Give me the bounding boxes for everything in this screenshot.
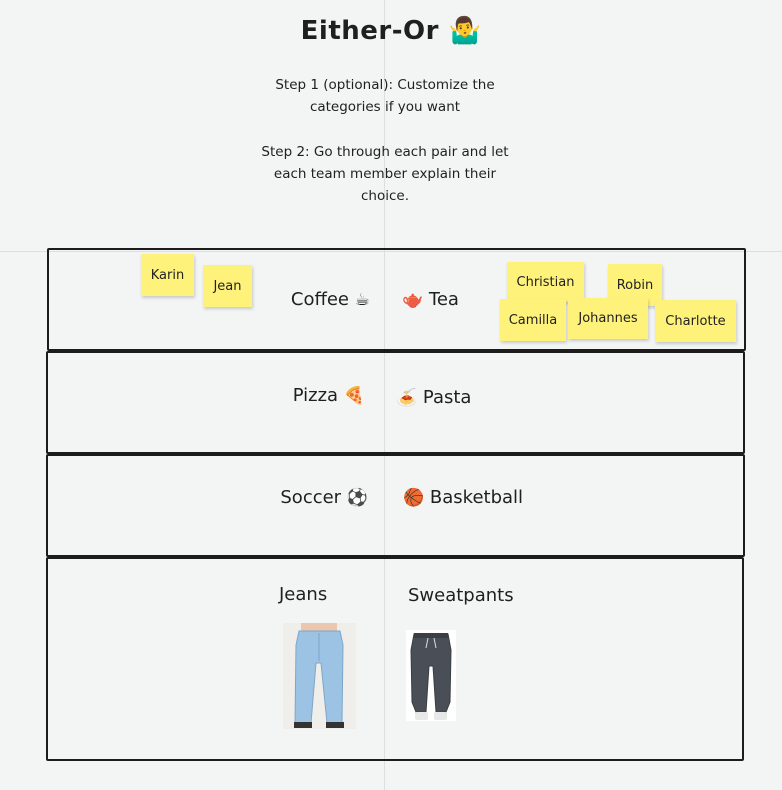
option-pasta[interactable] [396, 387, 471, 408]
sticky-note[interactable]: Robin [608, 264, 662, 306]
option-label: Coffee [290, 289, 350, 310]
option-label: Tea [428, 289, 459, 310]
sticky-note[interactable]: Johannes [568, 298, 648, 339]
board-title: Either-Or 🤷‍♂️ [300, 16, 482, 46]
pair-row-jeans-sweatpants[interactable] [46, 557, 744, 761]
soccer-ball-icon: ⚽ [346, 488, 368, 508]
pasta-icon: 🍝 [396, 388, 418, 408]
sweatpants-image[interactable] [406, 630, 456, 721]
sticky-note[interactable]: Jean [203, 265, 252, 307]
option-label: Basketball [429, 487, 524, 508]
basketball-icon: 🏀 [403, 488, 425, 508]
option-basketball[interactable] [403, 487, 523, 508]
option-jeans[interactable] [279, 584, 327, 605]
option-pizza[interactable] [230, 385, 365, 406]
sweatpants-illustration [406, 630, 456, 721]
sticky-note[interactable]: Christian [507, 262, 584, 302]
option-soccer[interactable] [230, 487, 368, 508]
sticky-note[interactable]: Charlotte [655, 300, 736, 342]
pair-row-soccer-basketball[interactable] [46, 454, 745, 557]
option-label: Pasta [422, 387, 472, 408]
option-label: Pizza [292, 385, 339, 406]
option-tea[interactable] [402, 289, 459, 310]
teapot-icon: 🫖 [402, 290, 424, 310]
coffee-icon: ☕ [354, 290, 370, 310]
instruction-step-2: Step 2: Go through each pair and let each team member explain their choice. [261, 144, 509, 204]
option-label: Sweatpants [408, 585, 514, 606]
instructions [250, 74, 520, 230]
jeans-illustration [283, 623, 356, 729]
option-label: Jeans [279, 584, 328, 605]
sticky-note[interactable]: Karin [141, 254, 194, 296]
sticky-note[interactable]: Camilla [500, 299, 566, 341]
option-label: Soccer [280, 487, 342, 508]
jeans-image[interactable] [283, 623, 356, 729]
instruction-step-1: Step 1 (optional): Customize the categories if you want [275, 77, 495, 115]
option-sweatpants[interactable] [408, 585, 514, 606]
pizza-icon: 🍕 [343, 386, 365, 406]
